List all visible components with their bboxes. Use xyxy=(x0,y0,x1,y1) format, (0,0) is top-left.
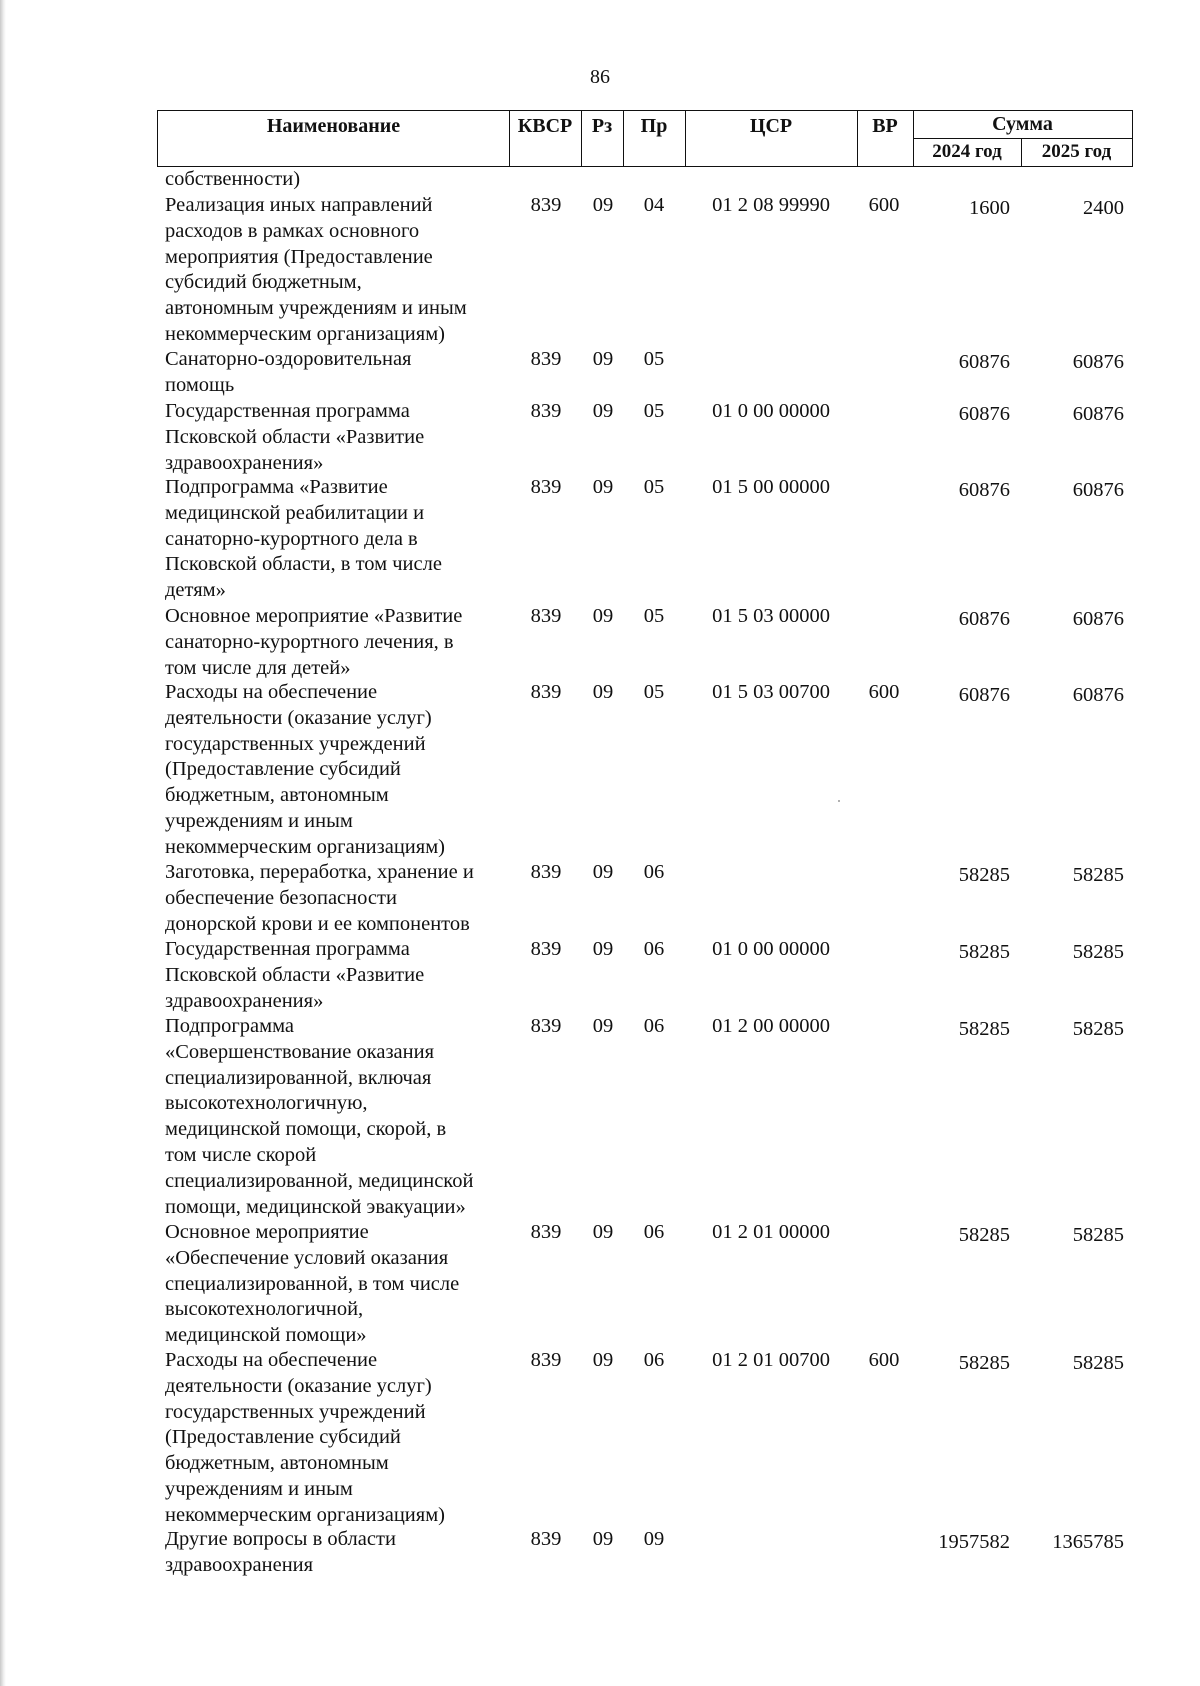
cell-pr: 04 xyxy=(643,194,665,216)
header-year-2024: 2024 год xyxy=(932,141,1002,162)
cell-sum-2024: 60876 xyxy=(958,351,1010,373)
cell-sum-2025: 2400 xyxy=(1083,197,1124,219)
header-rz: Рз xyxy=(591,115,613,137)
cell-sum-2025: 60876 xyxy=(1072,403,1124,425)
cell-kvsr: 839 xyxy=(530,1528,562,1550)
cell-sum-2024: 58285 xyxy=(958,941,1010,963)
cell-sum-2024: 58285 xyxy=(958,1018,1010,1040)
cell-sum-2024: 60876 xyxy=(958,608,1010,630)
cell-sum-2025: 58285 xyxy=(1072,941,1124,963)
cell-pr: 05 xyxy=(643,681,665,703)
cell-csr: 01 2 01 00700 xyxy=(712,1349,830,1371)
cell-csr: 01 5 03 00000 xyxy=(712,605,830,627)
cell-pr: 05 xyxy=(643,476,665,498)
cell-kvsr: 839 xyxy=(530,681,562,703)
cell-sum-2024: 1957582 xyxy=(938,1531,1010,1553)
cell-sum-2024: 60876 xyxy=(958,684,1010,706)
scan-edge xyxy=(0,0,6,1686)
header-vr: ВР xyxy=(872,115,898,137)
cell-kvsr: 839 xyxy=(530,1221,562,1243)
cell-vr: 600 xyxy=(868,194,900,216)
cell-rz: 09 xyxy=(592,1015,614,1037)
cell-csr: 01 0 00 00000 xyxy=(712,400,830,422)
cell-kvsr: 839 xyxy=(530,1349,562,1371)
cell-name: Основное мероприятие «Обеспечение условий оказания специализированной, в том числе высокотехнологичной, медицинской помощи» xyxy=(165,1221,460,1347)
cell-pr: 06 xyxy=(643,1221,665,1243)
cell-rz: 09 xyxy=(592,1349,614,1371)
cell-pr: 06 xyxy=(643,1349,665,1371)
cell-pr: 09 xyxy=(643,1528,665,1550)
cell-name: Основное мероприятие «Развитие санаторно-курортного лечения, в том числе для детей» xyxy=(165,605,463,679)
cell-kvsr: 839 xyxy=(530,938,562,960)
header-year-2025: 2025 год xyxy=(1041,141,1112,162)
cell-sum-2025: 60876 xyxy=(1072,479,1124,501)
cell-sum-2024: 58285 xyxy=(958,1224,1010,1246)
cell-sum-2025: 1365785 xyxy=(1052,1531,1124,1553)
cell-name: Подпрограмма «Развитие медицинской реабилитации и санаторно-курортного дела в Псковской области, в том числе детям» xyxy=(165,476,442,602)
cell-rz: 09 xyxy=(592,1528,614,1550)
cell-name: Расходы на обеспечение деятельности (оказание услуг) государственных учреждений (Предоставление субсидий бюджетным, автономным учреждениям и иным некоммерческим организациям) xyxy=(165,1349,445,1526)
cell-rz: 09 xyxy=(592,861,614,883)
cell-sum-2024: 1600 xyxy=(969,197,1010,219)
cell-name: Подпрограмма «Совершенствование оказания специализированной, включая высокотехнологичную, медицинской помощи, скорой, в том числе скорой специализированной, медицинской помощи, медицинской эвакуации» xyxy=(165,1015,474,1218)
cell-sum-2024: 60876 xyxy=(958,479,1010,501)
cell-name: Заготовка, переработка, хранение и обеспечение безопасности донорской крови и ее компонентов xyxy=(165,861,474,935)
cell-rz: 09 xyxy=(592,938,614,960)
cell-sum-2025: 60876 xyxy=(1072,608,1124,630)
header-name: Наименование xyxy=(266,115,401,137)
cell-sum-2024: 60876 xyxy=(958,403,1010,425)
cell-rz: 09 xyxy=(592,681,614,703)
cell-pr: 06 xyxy=(643,1015,665,1037)
cell-name: Другие вопросы в области здравоохранения xyxy=(165,1528,396,1576)
cell-csr: 01 0 00 00000 xyxy=(712,938,830,960)
cell-pr: 06 xyxy=(643,938,665,960)
cell-sum-2024: 58285 xyxy=(958,1352,1010,1374)
header-pr: Пр xyxy=(640,115,668,137)
cell-vr: 600 xyxy=(868,1349,900,1371)
cell-kvsr: 839 xyxy=(530,476,562,498)
cell-rz: 09 xyxy=(592,605,614,627)
header-kvsr: КВСР xyxy=(517,115,573,137)
cell-sum-2025: 58285 xyxy=(1072,1018,1124,1040)
cell-name: Санаторно-оздоровительная помощь xyxy=(165,348,412,396)
cell-sum-2025: 58285 xyxy=(1072,864,1124,886)
cell-rz: 09 xyxy=(592,476,614,498)
page-number: 86 xyxy=(590,66,610,88)
cell-sum-2025: 60876 xyxy=(1072,684,1124,706)
header-csr: ЦСР xyxy=(749,115,793,137)
cell-kvsr: 839 xyxy=(530,1015,562,1037)
cell-kvsr: 839 xyxy=(530,400,562,422)
table-header xyxy=(157,110,1133,167)
cell-pr: 06 xyxy=(643,861,665,883)
cell-name: Реализация иных направлений расходов в рамках основного мероприятия (Предоставление субсидий бюджетным, автономным учреждениям и иным некоммерческим организациям) xyxy=(165,194,467,345)
cell-pr: 05 xyxy=(643,400,665,422)
cell-csr: 01 5 03 00700 xyxy=(712,681,830,703)
cell-name: собственности) xyxy=(165,168,301,190)
cell-csr: 01 5 00 00000 xyxy=(712,476,830,498)
cell-kvsr: 839 xyxy=(530,348,562,370)
header-sum: Сумма xyxy=(992,113,1053,135)
cell-rz: 09 xyxy=(592,1221,614,1243)
cell-rz: 09 xyxy=(592,194,614,216)
cell-rz: 09 xyxy=(592,400,614,422)
cell-csr: 01 2 01 00000 xyxy=(712,1221,830,1243)
cell-kvsr: 839 xyxy=(530,605,562,627)
scan-speck xyxy=(838,800,840,802)
cell-sum-2025: 58285 xyxy=(1072,1352,1124,1374)
cell-vr: 600 xyxy=(868,681,900,703)
cell-sum-2024: 58285 xyxy=(958,864,1010,886)
header-divider xyxy=(913,138,1132,139)
cell-pr: 05 xyxy=(643,348,665,370)
cell-name: Государственная программа Псковской области «Развитие здравоохранения» xyxy=(165,938,425,1012)
cell-csr: 01 2 00 00000 xyxy=(712,1015,830,1037)
cell-rz: 09 xyxy=(592,348,614,370)
cell-sum-2025: 58285 xyxy=(1072,1224,1124,1246)
cell-pr: 05 xyxy=(643,605,665,627)
cell-name: Расходы на обеспечение деятельности (оказание услуг) государственных учреждений (Предоставление субсидий бюджетным, автономным учреждениям и иным некоммерческим организациям) xyxy=(165,681,445,858)
cell-csr: 01 2 08 99990 xyxy=(712,194,830,216)
cell-sum-2025: 60876 xyxy=(1072,351,1124,373)
cell-kvsr: 839 xyxy=(530,861,562,883)
cell-kvsr: 839 xyxy=(530,194,562,216)
cell-name: Государственная программа Псковской области «Развитие здравоохранения» xyxy=(165,400,425,474)
